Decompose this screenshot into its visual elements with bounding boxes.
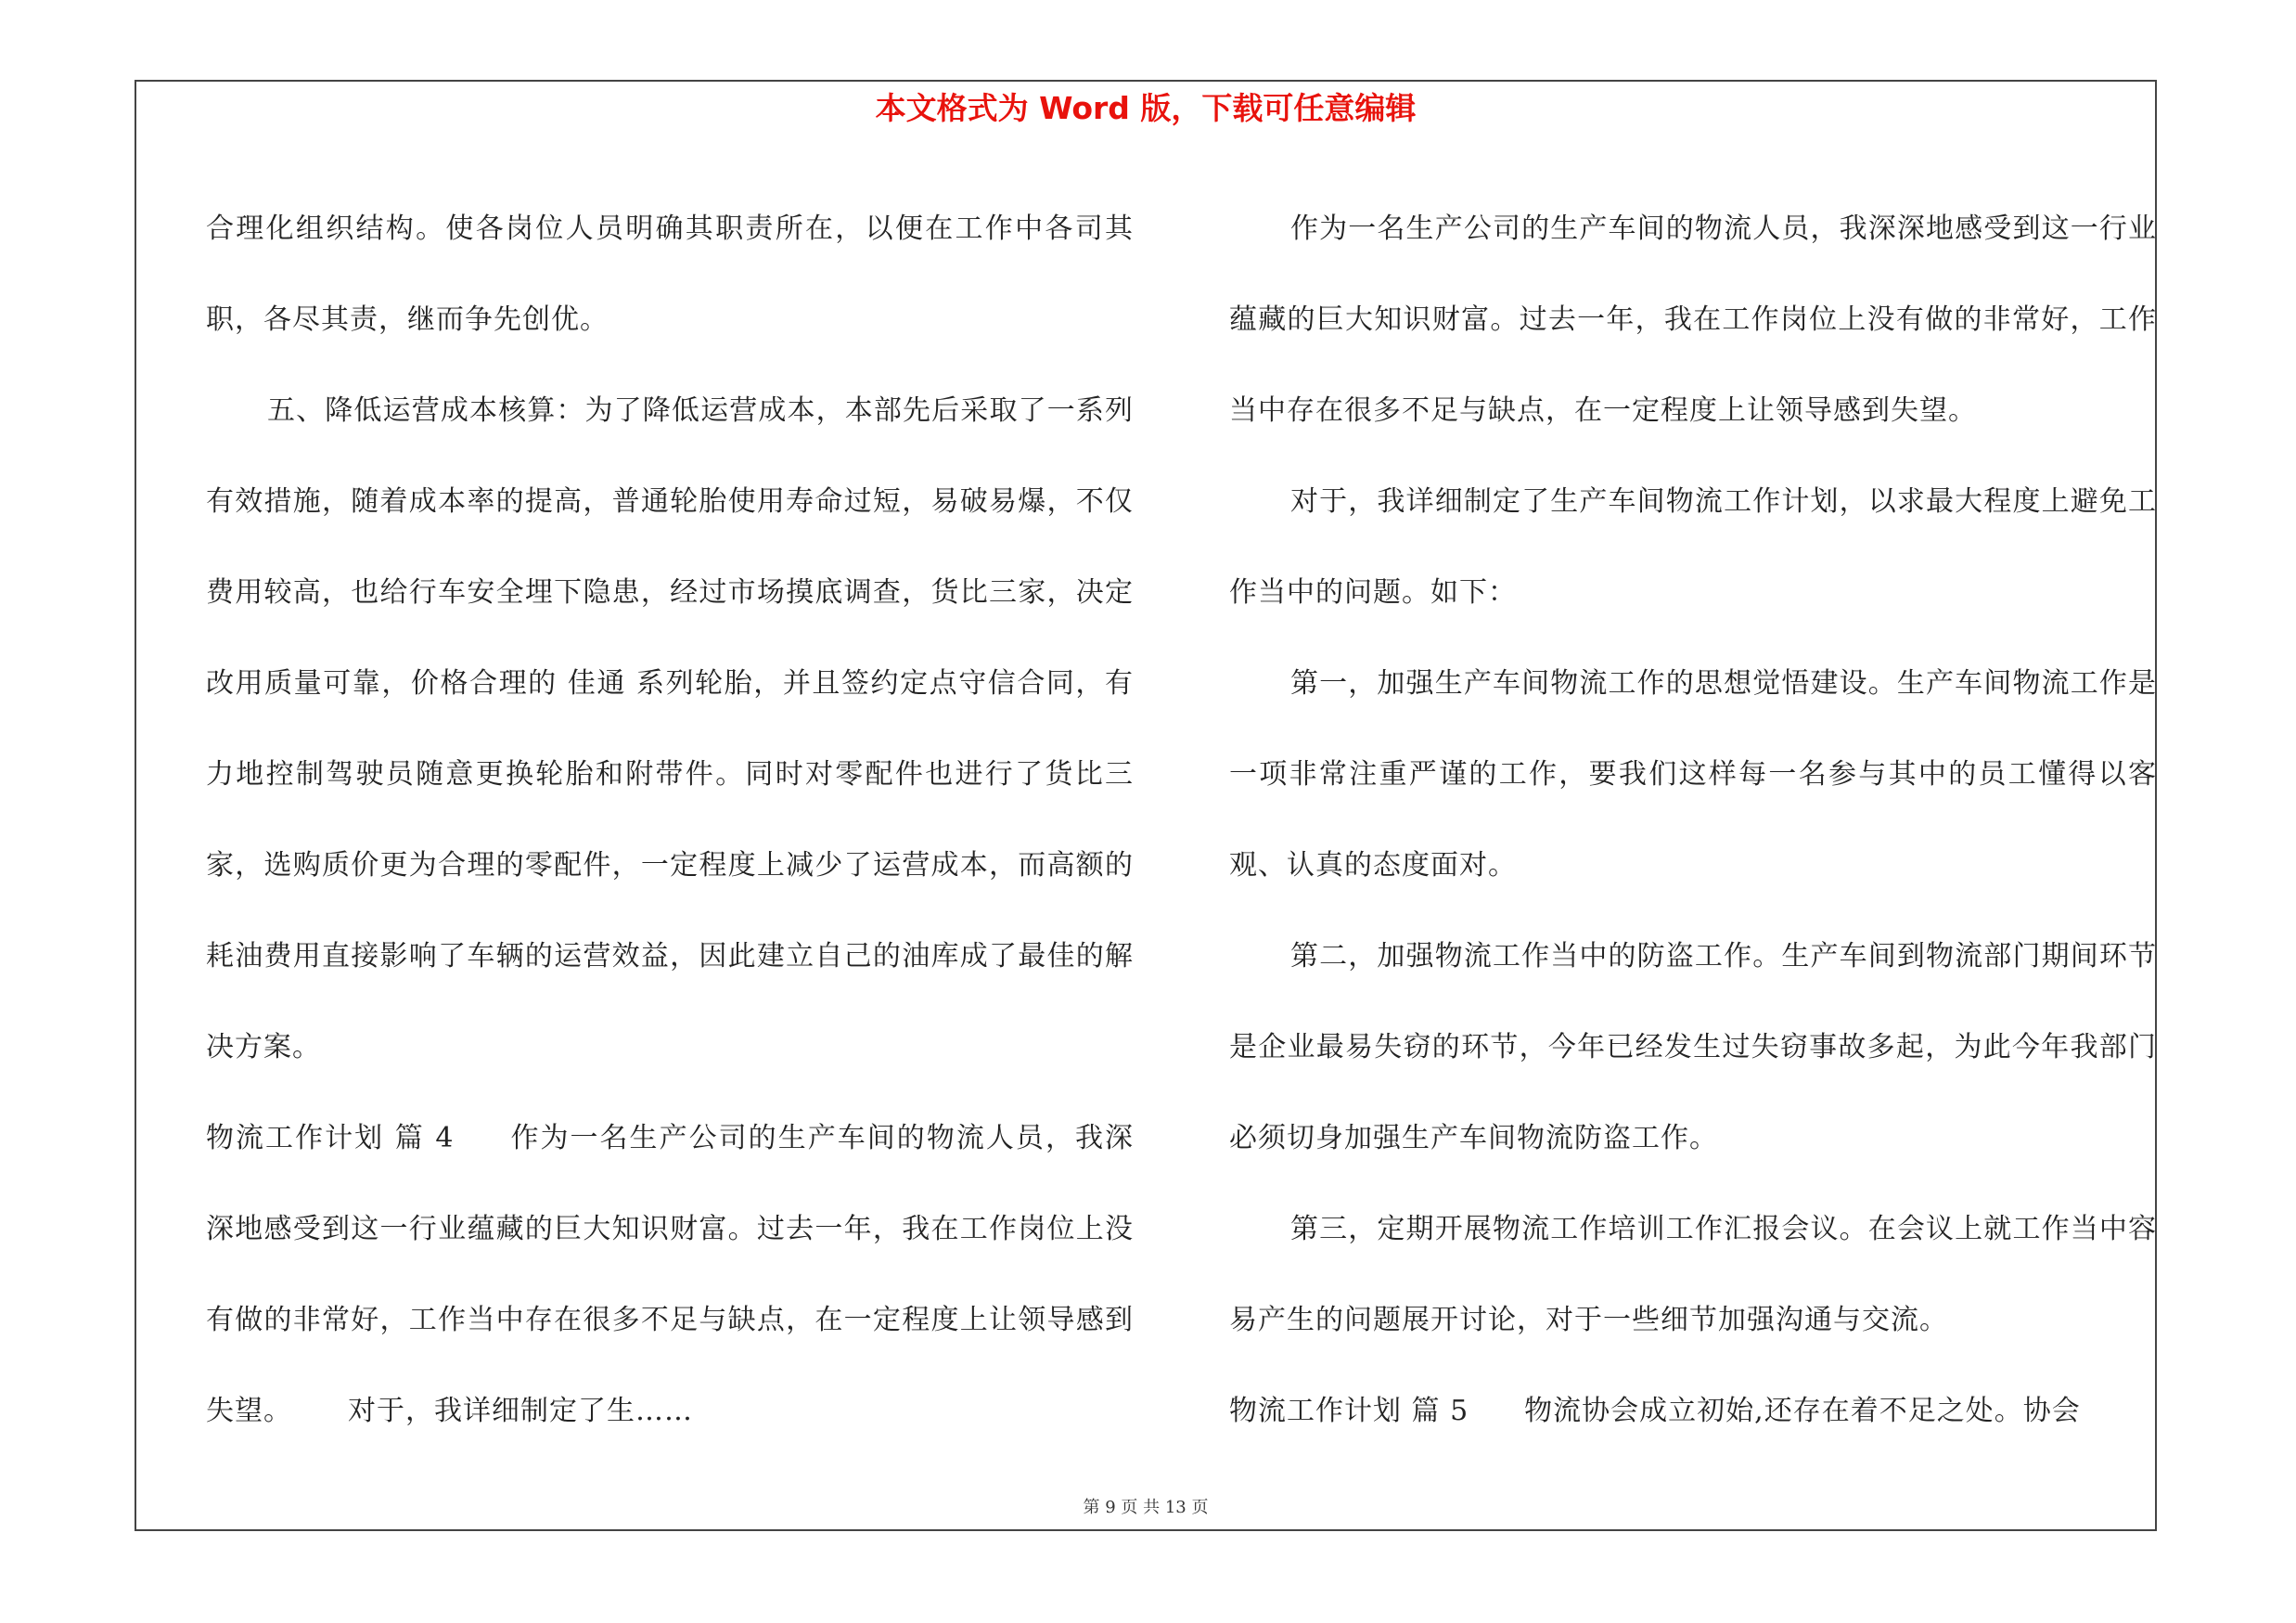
paragraph (1229, 1366, 2157, 1457)
paragraph: 作为一名生产公司的生产车间的物流人员，我深深地感受到这一行业蕴藏的巨大知识财富。过去一年，我在工作岗位上没有做的非常好，工作当中存在很多不足与缺点，在一定程度上让领导感到失望。 (1229, 213, 2157, 427)
left-column (206, 184, 1134, 1457)
paragraph: 第二，加强物流工作当中的防盗工作。生产车间到物流部门期间环节是企业最易失窃的环节，今年已经发生过失窃事故多起，为此今年我部门必须切身加强生产车间物流防盗工作。 (1229, 940, 2157, 1154)
format-banner: 本文格式为 Word 版，下载可任意编辑 (875, 90, 1417, 126)
section-heading: 物流工作计划 篇 4 (206, 1122, 455, 1154)
paragraph-text: 对于，我详细制定了生…… (348, 1395, 693, 1427)
right-column (1229, 184, 2157, 1457)
paragraph (206, 1093, 1134, 1457)
paragraph: 对于，我详细制定了生产车间物流工作计划，以求最大程度上避免工作当中的问题。如下： (1229, 485, 2157, 609)
paragraph: 第一，加强生产车间物流工作的思想觉悟建设。生产车间物流工作是一项非常注重严谨的工作，要我们这样每一名参与其中的员工懂得以客观、认真的态度面对。 (1229, 667, 2157, 882)
paragraph-text: 物流协会成立初始,还存在着不足之处。协会 (1524, 1395, 2081, 1427)
paragraph: 第三，定期开展物流工作培训工作汇报会议。在会议上就工作当中容易产生的问题展开讨论，对于一些细节加强沟通与交流。 (1229, 1213, 2157, 1336)
page-number: 第 9 页 共 13 页 (1083, 1498, 1209, 1517)
paragraph: 合理化组织结构。使各岗位人员明确其职责所在，以便在工作中各司其职，各尽其责，继而争先创优。 (206, 213, 1134, 336)
paragraph-text: 作为一名生产公司的生产车间的物流人员，我深深地感受到这一行业蕴藏的巨大知识财富。过去一年，我在工作岗位上没有做的非常好，工作当中存在很多不足与缺点，在一定程度上让领导感到失望。 (206, 1122, 1135, 1427)
paragraph: 五、降低运营成本核算：为了降低运营成本，本部先后采取了一系列有效措施，随着成本率的提高，普通轮胎使用寿命过短，易破易爆，不仅费用较高，也给行车安全埋下隐患，经过市场摸底调查，货比三家，决定改用质量可靠，价格合理的 佳通 系列轮胎，并且签约定点守信合同，有力地控制驾驶员随意更换轮胎和附带件。同时对零配件也进行了货比三家，选购质价更为合理的零配件，一定程度上减少了运营成本，而高额的耗油费用直接影响了车辆的运营效益，因此建立自己的油库成了最佳的解决方案。 (206, 394, 1134, 1063)
section-heading: 物流工作计划 篇 5 (1229, 1395, 1469, 1427)
